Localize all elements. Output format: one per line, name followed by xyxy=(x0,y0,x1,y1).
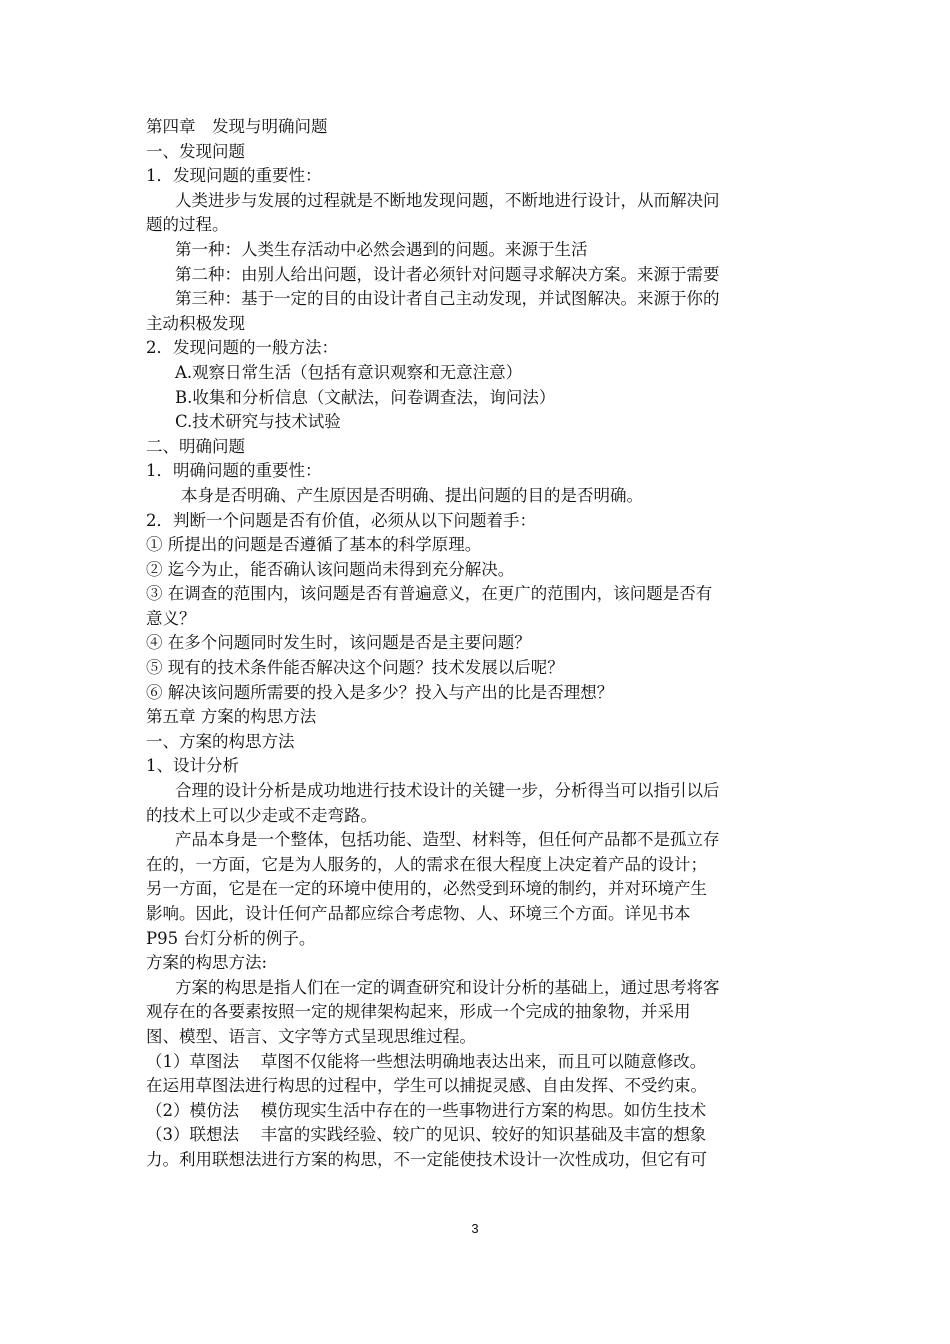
text-line: 合理的设计分析是成功地进行技术设计的关键一步，分析得当可以指引以后 xyxy=(175,781,720,801)
text-line: （2）模仿法 模仿现实生活中存在的一些事物进行方案的构思。如仿生技术 xyxy=(146,1100,707,1120)
text-line: 方案的构思方法: xyxy=(146,953,268,973)
text-line: 第四章 发现与明确问题 xyxy=(146,117,328,136)
text-line: 在的，一方面，它是为人服务的，人的需求在很大程度上决定着产品的设计； xyxy=(146,854,707,874)
text-line: 第五章 方案的构思方法 xyxy=(146,707,317,727)
text-line: 产品本身是一个整体，包括功能、造型、材料等，但任何产品都不是孤立存 xyxy=(175,830,720,850)
text-line: 影响。因此，设计任何产品都应综合考虑物、人、环境三个方面。详见书本 xyxy=(146,904,691,923)
text-line: 另一方面，它是在一定的环境中使用的，必然受到环境的制约，并对环境产生 xyxy=(146,879,707,899)
text-line: B.收集和分析信息（文献法，问卷调查法，询问法） xyxy=(175,387,556,407)
text-line: ④ 在多个问题同时发生时，该问题是否是主要问题？ xyxy=(146,633,531,653)
text-line: 1、设计分析 xyxy=(146,756,239,776)
text-line: 第二种：由别人给出问题，设计者必须针对问题寻求解决方案。来源于需要 xyxy=(175,264,720,284)
text-line: （3）联想法 丰富的实践经验、较广的见识、较好的知识基础及丰富的想象 xyxy=(146,1125,707,1145)
text-line: ⑤ 现有的技术条件能否解决这个问题？技术发展以后呢？ xyxy=(146,658,564,678)
text-line: 一、方案的构思方法 xyxy=(146,731,295,751)
text-line: 一、发现问题 xyxy=(146,141,245,161)
text-line: 1．明确问题的重要性： xyxy=(146,461,322,481)
text-line: P95 台灯分析的例子。 xyxy=(146,928,316,948)
text-line: 图、模型、语言、文字等方式呈现思维过程。 xyxy=(146,1026,476,1046)
text-line: C.技术研究与技术试验 xyxy=(175,412,341,432)
text-line: 2．判断一个问题是否有价值，必须从以下问题着手： xyxy=(146,510,536,530)
document-body xyxy=(146,115,810,1173)
text-line: 力。利用联想法进行方案的构思，不一定能使技术设计一次性成功，但它有可 xyxy=(146,1149,707,1169)
page-number: 3 xyxy=(471,1221,479,1236)
text-line: 意义？ xyxy=(146,608,196,628)
text-line: 在运用草图法进行构思的过程中，学生可以捕捉灵感、自由发挥、不受约束。 xyxy=(146,1076,707,1096)
text-line: ① 所提出的问题是否遵循了基本的科学原理。 xyxy=(146,535,482,555)
text-line: 1．发现问题的重要性： xyxy=(146,166,322,186)
text-line: 观存在的各要素按照一定的规律架构起来，形成一个完成的抽象物，并采用 xyxy=(146,1002,691,1022)
text-line: 的技术上可以少走或不走弯路。 xyxy=(146,805,377,825)
text-line: 人类进步与发展的过程就是不断地发现问题，不断地进行设计，从而解决问 xyxy=(175,190,720,210)
text-line: 第一种：人类生存活动中必然会遇到的问题。来源于生活 xyxy=(175,239,588,259)
text-line: 二、明确问题 xyxy=(146,436,245,456)
text-line: 方案的构思是指人们在一定的调查研究和设计分析的基础上，通过思考将客 xyxy=(175,977,720,997)
text-line: 本身是否明确、产生原因是否明确、提出问题的目的是否明确。 xyxy=(181,485,643,505)
text-line: （1）草图法 草图不仅能将一些想法明确地表达出来，而且可以随意修改。 xyxy=(146,1051,707,1071)
text-line: 题的过程。 xyxy=(146,215,229,235)
text-line: ② 迄今为止，能否确认该问题尚未得到充分解决。 xyxy=(146,559,515,579)
text-line: ⑥ 解决该问题所需要的投入是多少？投入与产出的比是否理想？ xyxy=(146,682,614,702)
text-line: 2．发现问题的一般方法： xyxy=(146,338,338,358)
text-line: ③ 在调查的范围内，该问题是否有普遍意义，在更广的范围内，该问题是否有 xyxy=(146,584,713,604)
text-line: A.观察日常生活（包括有意识观察和无意注意） xyxy=(175,362,523,382)
text-line: 主动积极发现 xyxy=(146,313,245,333)
text-line: 第三种：基于一定的目的由设计者自己主动发现，并试图解决。来源于你的 xyxy=(175,289,720,309)
